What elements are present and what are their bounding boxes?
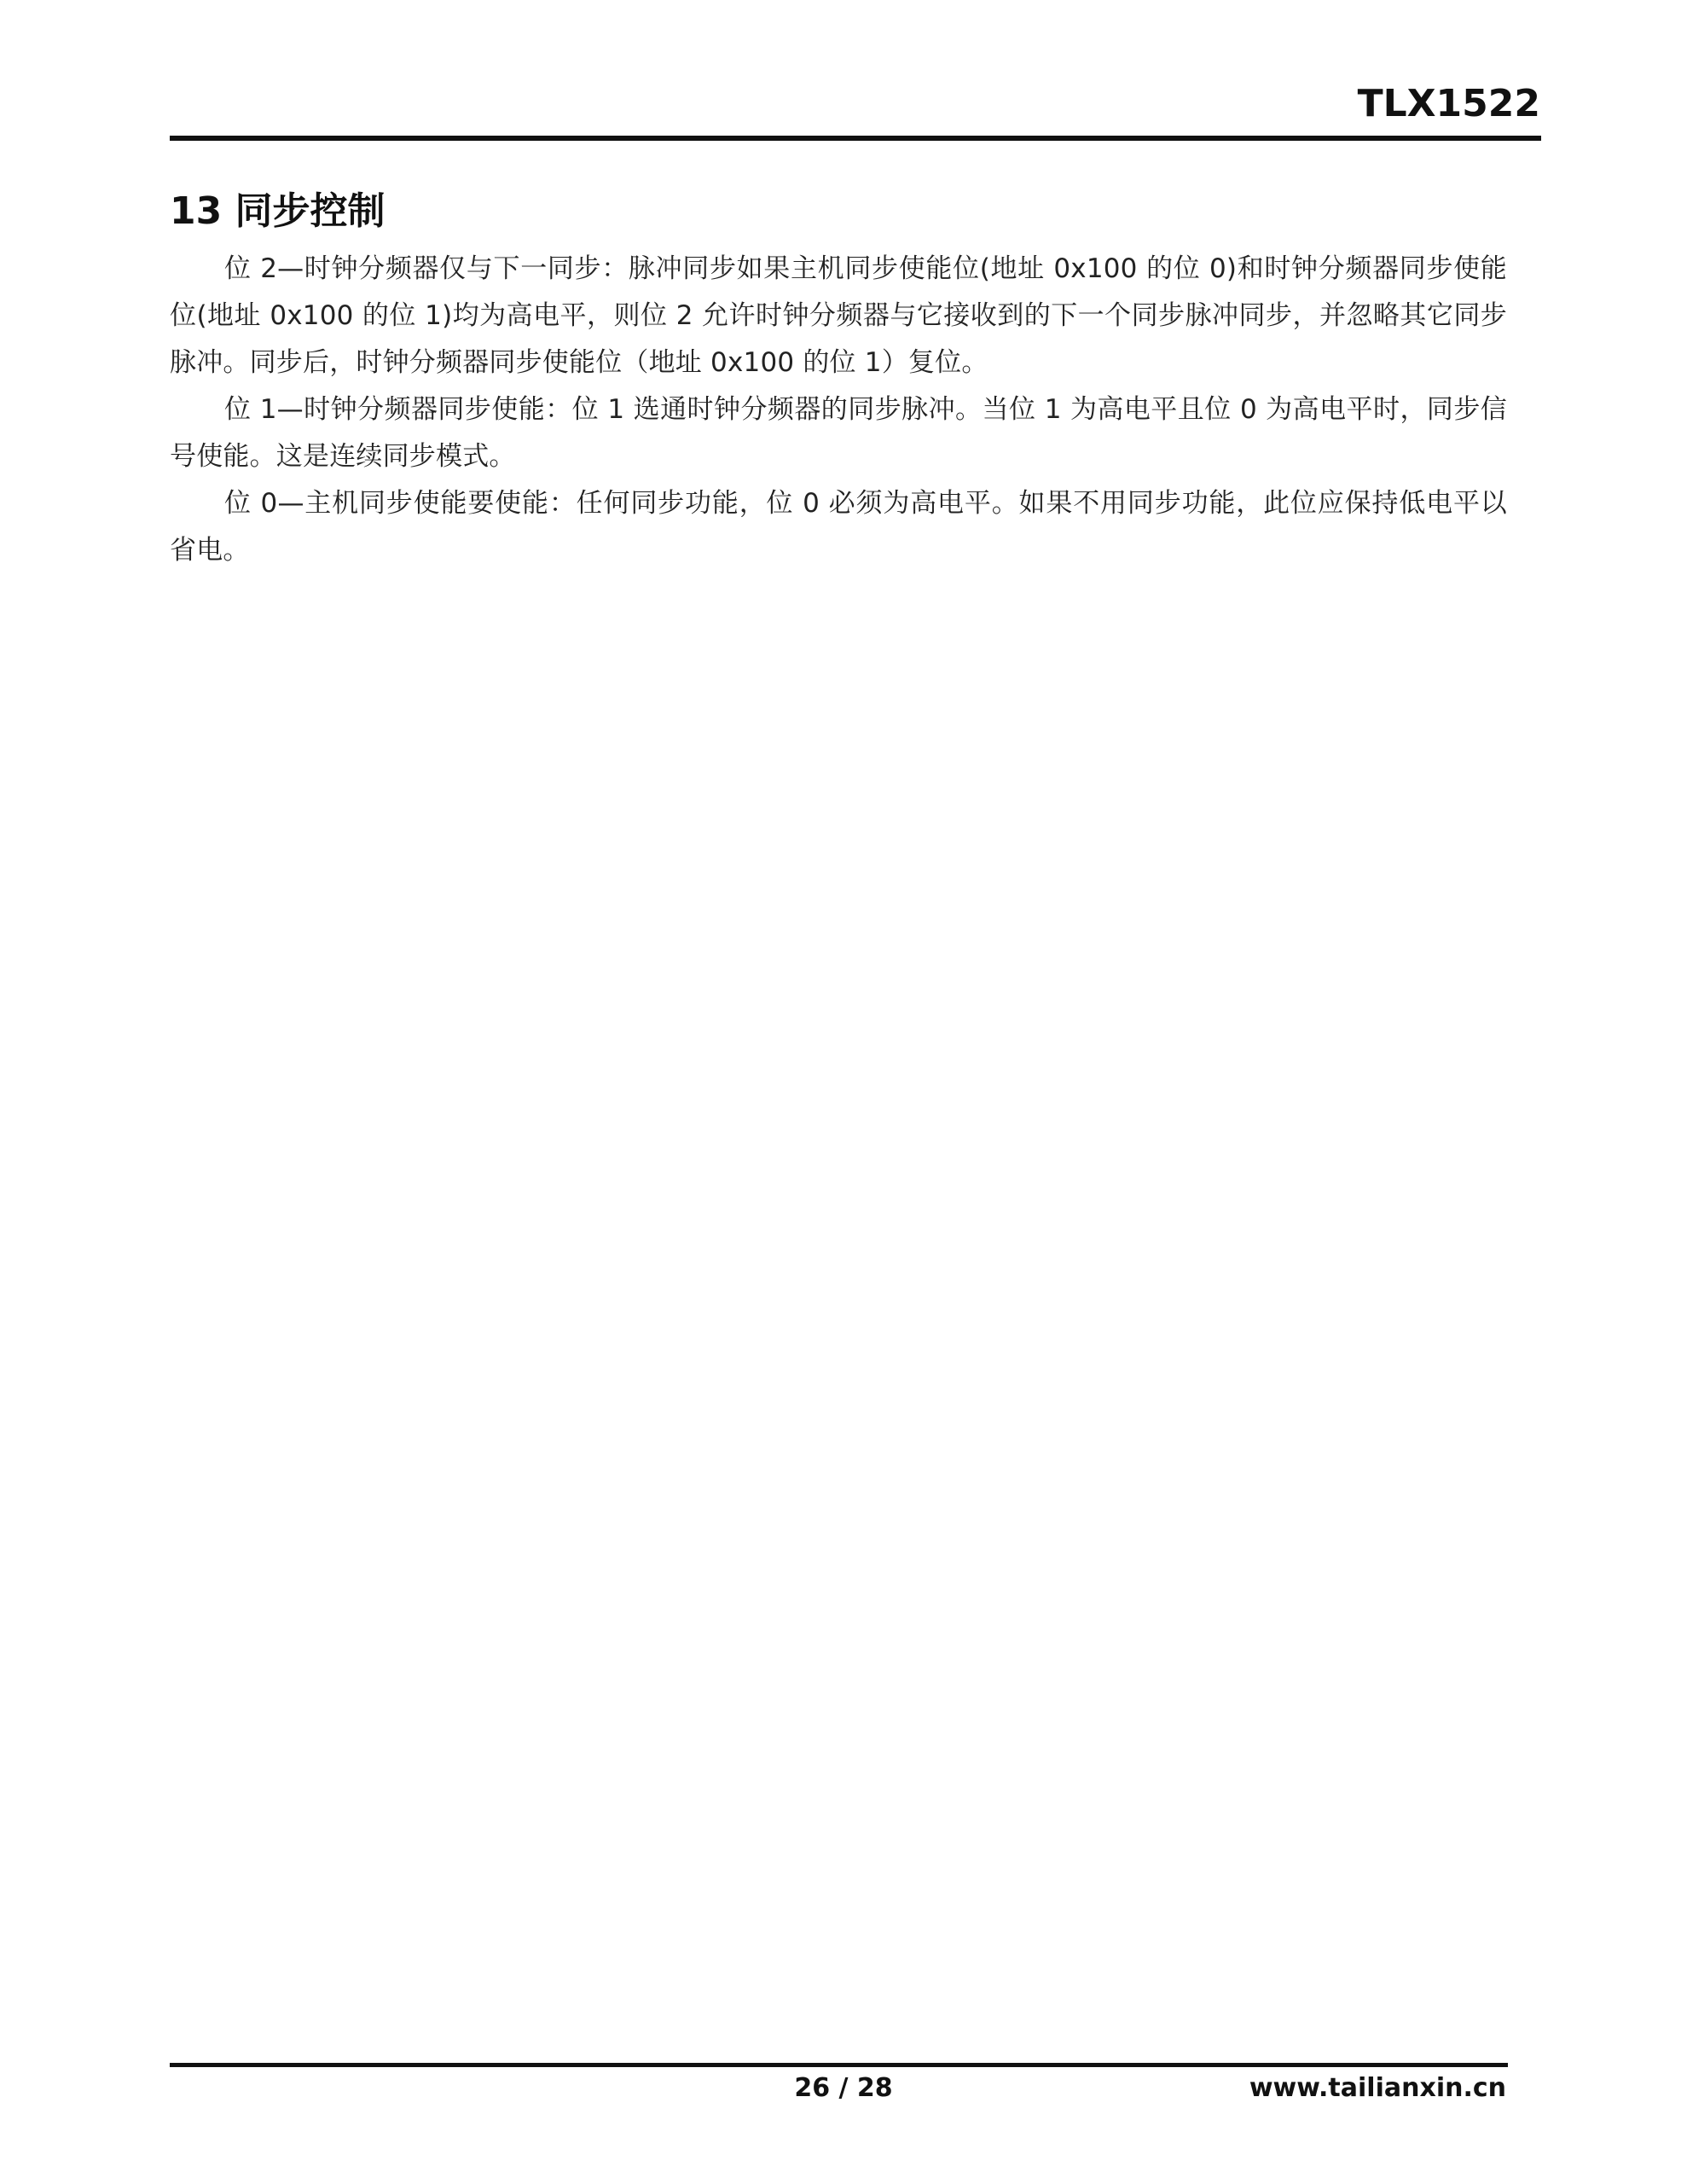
paragraph-bit0: 位 0—主机同步使能要使能：任何同步功能，位 0 必须为高电平。如果不用同步功能，此位应保持低电平以省电。 [170,488,1507,566]
paragraph-bit1: 位 1—时钟分频器同步使能：位 1 选通时钟分频器的同步脉冲。当位 1 为高电平且位 0 为高电平时，同步信号使能。这是连续同步模式。 [170,394,1507,472]
document-title: TLX1522 [1357,82,1540,125]
footer-divider [170,2063,1508,2067]
header-divider [170,136,1541,141]
page-footer [0,2048,1687,2133]
website-url: www.tailianxin.cn [1249,2073,1506,2103]
paragraph-bit2: 位 2—时钟分频器仅与下一同步：脉冲同步如果主机同步使能位(地址 0x100 的位 0)和时钟分频器同步使能位(地址 0x100 的位 1)均为高电平，则位 2 允许时钟分频器与它接收到的下一个同步脉冲同步，并忽略其它同步脉冲。同步后，时钟分频器同步使能位（地址 0x100 的位 1）复位。 [170,253,1507,378]
page-number: 26 / 28 [794,2073,893,2103]
main-content [170,179,1507,574]
page-header [0,0,1687,145]
section-heading: 13 同步控制 [170,189,386,233]
